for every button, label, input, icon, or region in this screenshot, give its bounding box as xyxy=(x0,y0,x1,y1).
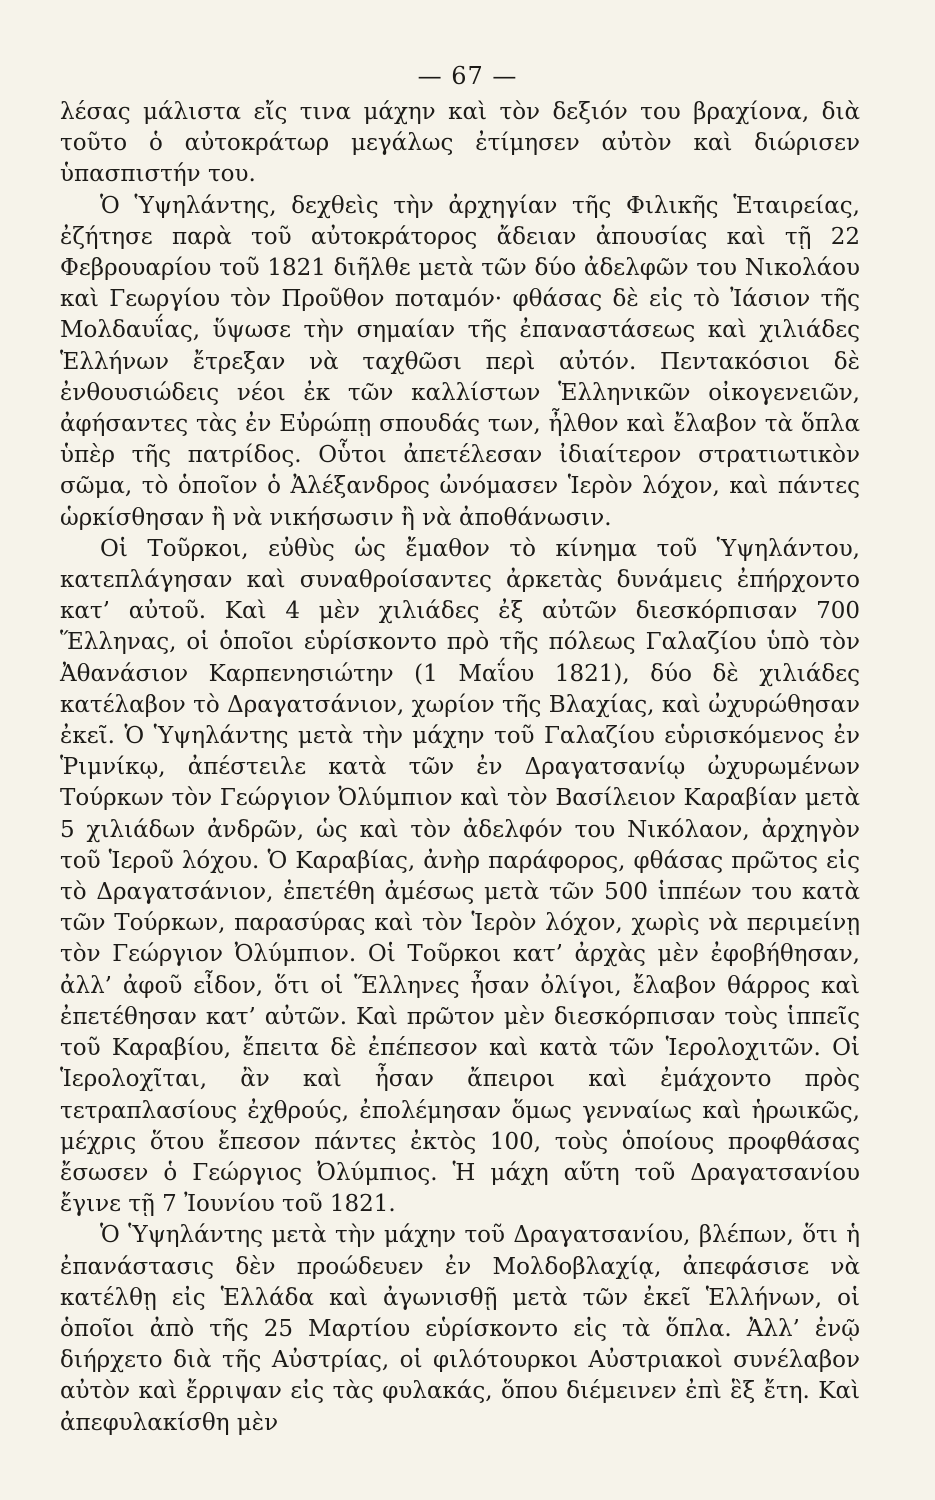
page-number: — 67 — xyxy=(417,62,518,90)
paragraph-ypsilantis-arrest: Ὁ Ὑψηλάντης μετὰ τὴν μάχην τοῦ Δραγατσανίου, βλέπων, ὅτι ἡ ἐπανάστασις δὲν προώδευεν ἐν Μολδοβλαχίᾳ, ἀπεφάσισε νὰ κατέλθῃ εἰς Ἑλλάδα καὶ ἀγωνισθῇ μετὰ τῶν ἐκεῖ Ἑλλήνων, οἱ ὁποῖοι ἀπὸ τῆς 25 Μαρτίου εὑρίσκοντο εἰς τὰ ὅπλα. Ἀλλ’ ἐνῷ διήρχετο διὰ τῆς Αὐστρίας, οἱ φιλότουρκοι Αὐστριακοὶ συνέλαβον αὐτὸν καὶ ἔρριψαν εἰς τὰς φυλακάς, ὅπου διέμεινεν ἐπὶ ἓξ ἔτη. Καὶ ἀπεφυλακίσθη μὲν xyxy=(60,1222,860,1436)
paragraph-ypsilantis-leadership: Ὁ Ὑψηλάντης, δεχθεὶς τὴν ἀρχηγίαν τῆς Φιλικῆς Ἑταιρείας, ἐζήτησε παρὰ τοῦ αὐτοκράτορος ἄδειαν ἀπουσίας καὶ τῇ 22 Φεβρουαρίου τοῦ 1821 διῆλθε μετὰ τῶν δύο ἀδελφῶν του Νικολάου καὶ Γεωργίου τὸν Προῦθον ποταμόν· φθάσας δὲ εἰς τὸ Ἰάσιον τῆς Μολδαυΐας, ὕψωσε τὴν σημαίαν τῆς ἐπαναστάσεως καὶ χιλιάδες Ἑλλήνων ἔτρεξαν νὰ ταχθῶσι περὶ αὐτόν. Πεντακόσιοι δὲ ἐνθουσιώδεις νέοι ἐκ τῶν καλλίστων Ἑλληνικῶν οἰκογενειῶν, ἀφήσαντες τὰς ἐν Εὐρώπῃ σπουδάς των, ἦλθον καὶ ἔλαβον τὰ ὅπλα ὑπὲρ τῆς πατρίδος. Οὗτοι ἀπετέλεσαν ἰδιαίτερον στρατιωτικὸν σῶμα, τὸ ὁποῖον ὁ Ἀλέξανδρος ὠνόμασεν Ἱερὸν λόχον, καὶ πάντες ὡρκίσθησαν ἢ νὰ νικήσωσιν ἢ νὰ ἀποθάνωσιν. xyxy=(60,192,860,531)
paragraph-battle-dragatsani: Οἱ Τοῦρκοι, εὐθὺς ὡς ἔμαθον τὸ κίνημα τοῦ Ὑψηλάντου, κατεπλάγησαν καὶ συναθροίσαντες ἀρκετὰς δυνάμεις ἐπήρχοντο κατ’ αὐτοῦ. Καὶ 4 μὲν χιλιάδες ἐξ αὐτῶν διεσκόρπισαν 700 Ἕλληνας, οἱ ὁποῖοι εὑρίσκοντο πρὸ τῆς πόλεως Γαλαζίου ὑπὸ τὸν Ἀθανάσιον Καρπενησιώτην (1 Μαΐου 1821), δύο δὲ χιλιάδες κατέλαβον τὸ Δραγατσάνιον, χωρίον τῆς Βλαχίας, καὶ ὠχυρώθησαν ἐκεῖ. Ὁ Ὑψηλάντης μετὰ τὴν μάχην τοῦ Γαλαζίου εὑρισκόμενος ἐν Ῥιμνίκῳ, ἀπέστειλε κατὰ τῶν ἐν Δραγατσανίῳ ὠχυρωμένων Τούρκων τὸν Γεώργιον Ὀλύμπιον καὶ τὸν Βασίλειον Καραβίαν μετὰ 5 χιλιάδων ἀνδρῶν, ὡς καὶ τὸν ἀδελφόν του Νικόλαον, ἀρχηγὸν τοῦ Ἱεροῦ λόχου. Ὁ Καραβίας, ἀνὴρ παράφορος, φθάσας πρῶτος εἰς τὸ Δραγατσάνιον, ἐπετέθη ἀμέσως μετὰ τῶν 500 ἱππέων του κατὰ τῶν Τούρκων, παρασύρας καὶ τὸν Ἱερὸν λόχον, χωρὶς νὰ περιμείνῃ τὸν Γεώργιον Ὀλύμπιον. Οἱ Τοῦρκοι κατ’ ἀρχὰς μὲν ἐφοβήθησαν, ἀλλ’ ἀφοῦ εἶδον, ὅτι οἱ Ἕλληνες ἦσαν ὀλίγοι, ἔλαβον θάρρος καὶ ἐπετέθησαν κατ’ αὐτῶν. Καὶ πρῶτον μὲν διεσκόρπισαν τοὺς ἱππεῖς τοῦ Καραβίου, ἔπειτα δὲ ἐπέπεσον καὶ κατὰ τῶν Ἱερολοχιτῶν. Οἱ Ἱερολοχῖται, ἂν καὶ ἦσαν ἄπειροι καὶ ἐμάχοντο πρὸς τετραπλασίους ἐχθρούς, ἐπολέμησαν ὅμως γενναίως καὶ ἡρωικῶς, μέχρις ὅτου ἔπεσον πάντες ἐκτὸς 100, τοὺς ὁποίους προφθάσας ἔσωσεν ὁ Γεώργιος Ὀλύμπιος. Ἡ μάχη αὕτη τοῦ Δραγατσανίου ἔγινε τῇ 7 Ἰουνίου τοῦ 1821. xyxy=(60,535,860,1218)
paragraph-continuation: λέσας μάλιστα εἴς τινα μάχην καὶ τὸν δεξιόν του βραχίονα, διὰ τοῦτο ὁ αὐτοκράτωρ μεγάλως ἐτίμησεν αὐτὸν καὶ διώρισεν ὑπασπιστήν του. xyxy=(60,99,860,188)
body-text xyxy=(60,97,860,1439)
